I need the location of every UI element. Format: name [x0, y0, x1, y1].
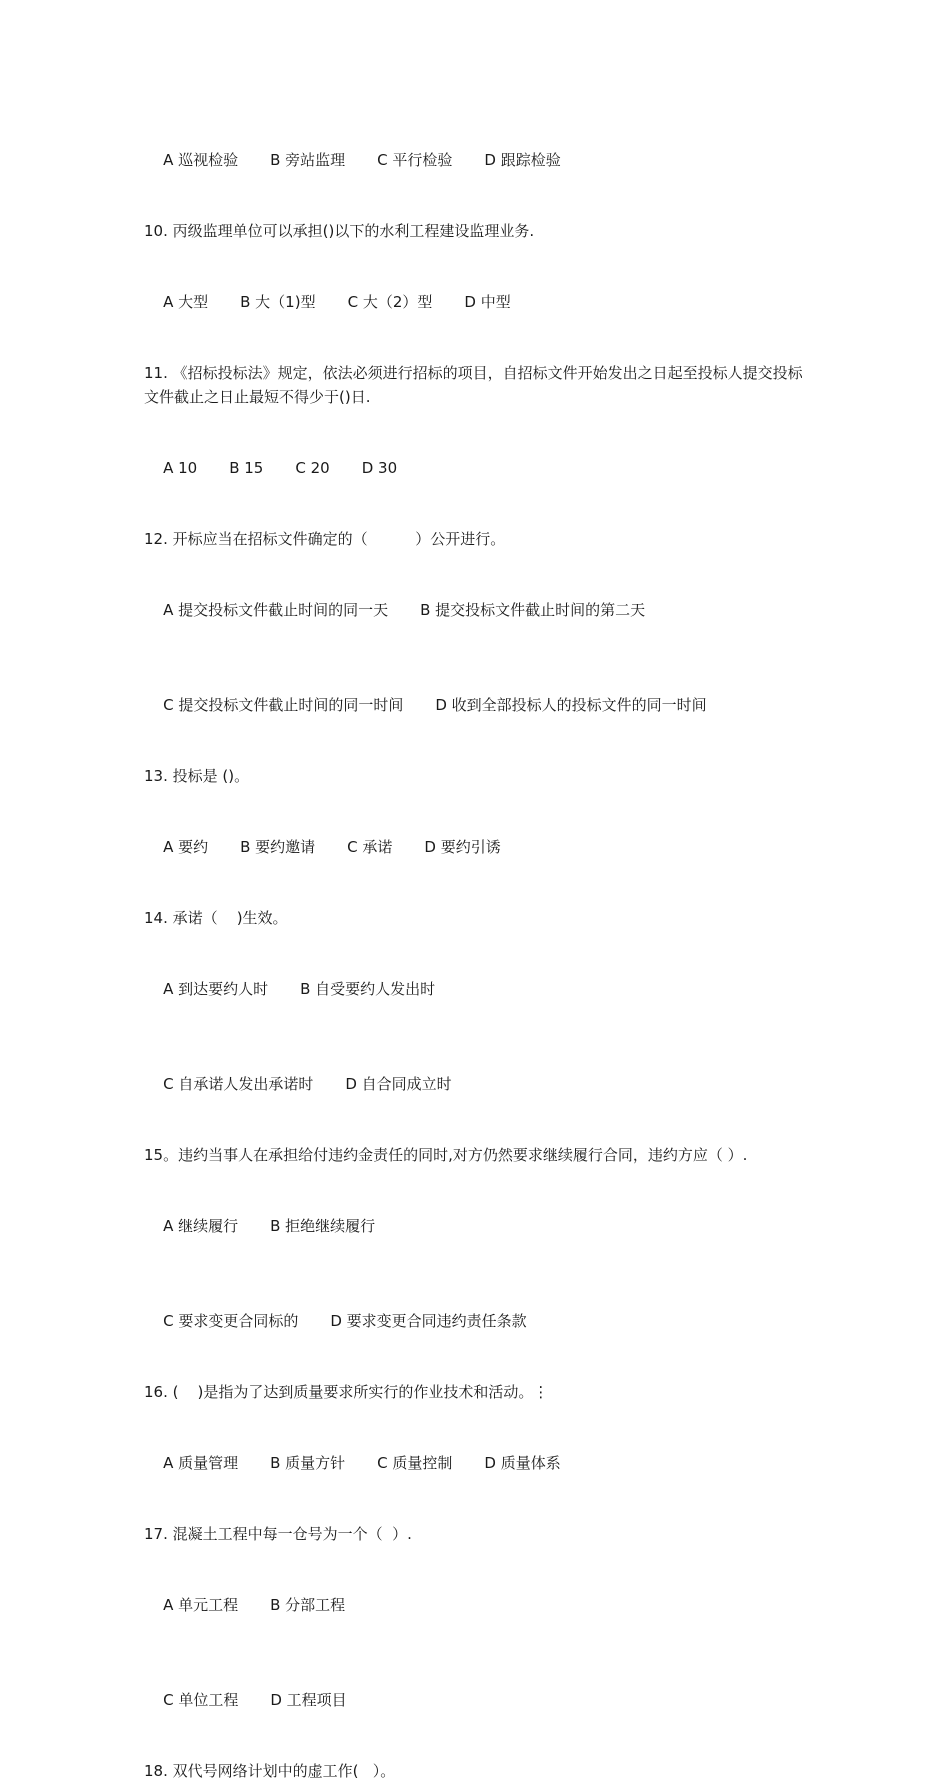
option-c: C 20 [295, 459, 330, 477]
options-line [144, 266, 814, 338]
question-15: 15。违约当事人在承担给付违约金责任的同时,对方仍然要求继续履行合同，违约方应（ ）. [144, 1146, 748, 1164]
options-line [144, 124, 814, 196]
question-14: 14. 承诺（ )生效。 [144, 909, 288, 927]
question-16: 16. ( )是指为了达到质量要求所实行的作业技术和活动。⋮ [144, 1383, 549, 1401]
options-line [144, 574, 814, 646]
option-d: D 中型 [464, 293, 511, 311]
option-a: A 10 [163, 459, 198, 477]
question-10: 10. 丙级监理单位可以承担()以下的水利工程建设监理业务. [144, 222, 535, 240]
option-b: B 质量方针 [270, 1454, 346, 1472]
option-c: C 要求变更合同标的 [163, 1312, 299, 1330]
option-c: C 单位工程 [163, 1691, 239, 1709]
option-d: D 收到全部投标人的投标文件的同一时间 [435, 696, 707, 714]
option-b: B 大（1)型 [240, 293, 316, 311]
option-c: C 提交投标文件截止时间的同一时间 [163, 696, 404, 714]
option-d: D 跟踪检验 [484, 151, 561, 169]
options-line [144, 1569, 814, 1641]
option-c: C 承诺 [347, 838, 393, 856]
option-b: B 15 [229, 459, 264, 477]
options-line [144, 1190, 814, 1262]
options-line [144, 1048, 814, 1120]
option-a: A 质量管理 [163, 1454, 239, 1472]
option-d: D 自合同成立时 [345, 1075, 452, 1093]
document-page [144, 124, 814, 1783]
option-c: C 质量控制 [377, 1454, 453, 1472]
option-b: B 拒绝继续履行 [270, 1217, 376, 1235]
question-11: 11. 《招标投标法》规定，依法必须进行招标的项目，自招标文件开始发出之日起至投标人提交投标文件截止之日止最短不得少于()日. [144, 364, 803, 406]
option-c: C 自承诺人发出承诺时 [163, 1075, 314, 1093]
option-a: A 继续履行 [163, 1217, 239, 1235]
options-line [144, 811, 814, 883]
options-line [144, 1427, 814, 1499]
question-18: 18. 双代号网络计划中的虚工作( ）。 [144, 1762, 396, 1780]
options-line [144, 432, 814, 504]
option-c: C 平行检验 [377, 151, 453, 169]
option-d: D 要约引诱 [424, 838, 501, 856]
option-a: A 单元工程 [163, 1596, 239, 1614]
option-c: C 大（2）型 [347, 293, 433, 311]
option-b: B 自受要约人发出时 [300, 980, 436, 998]
option-d: D 30 [361, 459, 398, 477]
option-b: B 分部工程 [270, 1596, 346, 1614]
options-line [144, 1664, 814, 1736]
options-line [144, 953, 814, 1025]
option-d: D 质量体系 [484, 1454, 561, 1472]
question-13: 13. 投标是 ()。 [144, 767, 250, 785]
option-d: D 工程项目 [270, 1691, 347, 1709]
option-b: B 提交投标文件截止时间的第二天 [420, 601, 646, 619]
option-b: B 要约邀请 [240, 838, 316, 856]
options-line [144, 1285, 814, 1357]
option-a: A 到达要约人时 [163, 980, 269, 998]
option-a: A 提交投标文件截止时间的同一天 [163, 601, 389, 619]
option-b: B 旁站监理 [270, 151, 346, 169]
option-a: A 大型 [163, 293, 209, 311]
option-a: A 要约 [163, 838, 209, 856]
question-12: 12. 开标应当在招标文件确定的（ ）公开进行。 [144, 530, 506, 548]
question-17: 17. 混凝土工程中每一仓号为一个（ ）. [144, 1525, 412, 1543]
option-d: D 要求变更合同违约责任条款 [330, 1312, 527, 1330]
options-line [144, 669, 814, 741]
option-a: A 巡视检验 [163, 151, 239, 169]
